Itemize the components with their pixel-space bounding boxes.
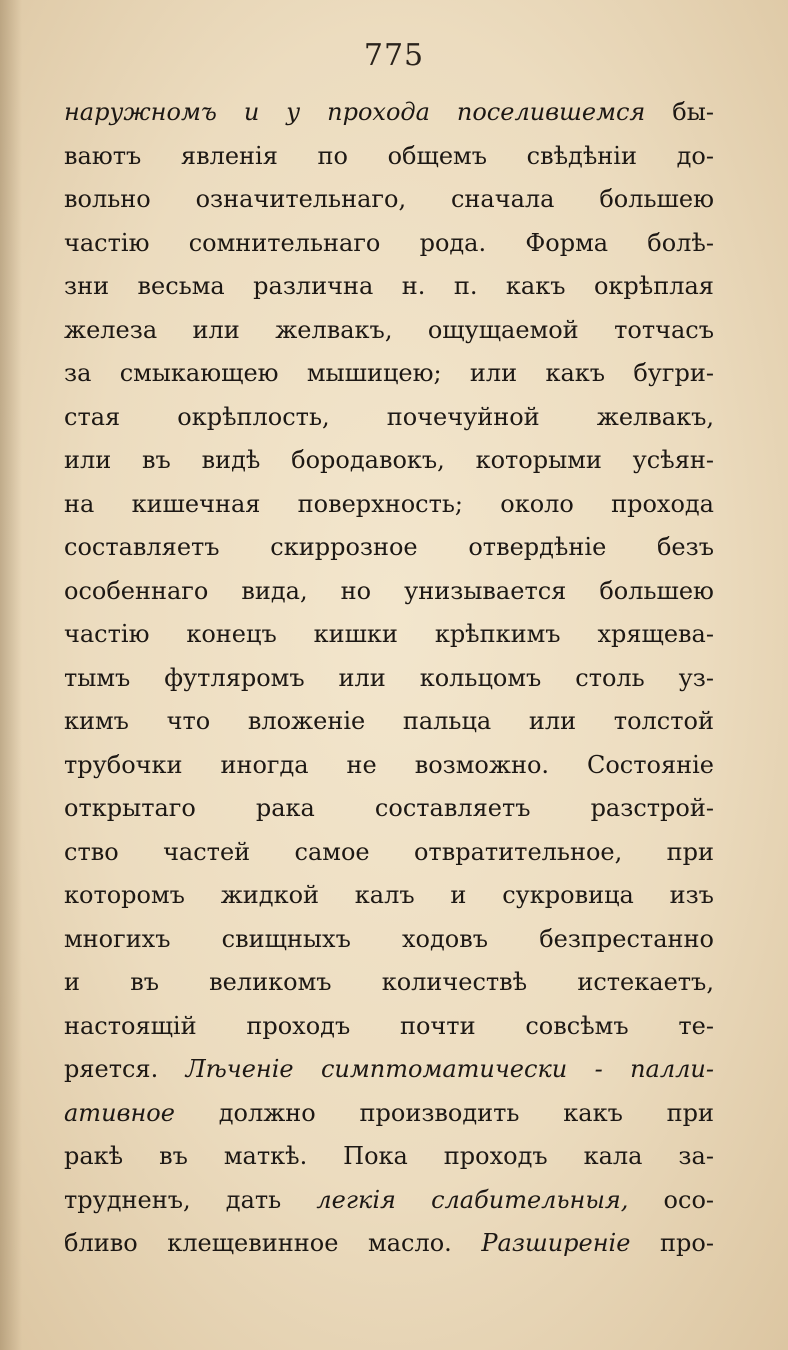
word: рака [255,794,315,822]
word: весьма [137,272,225,300]
word: окрѣплая [593,272,714,300]
word: столь [575,663,645,692]
word: сначала [450,185,555,213]
text-line [64,229,714,273]
word: частію [64,620,150,648]
word: которомъ [64,881,185,909]
word: ство [64,837,119,866]
text-line [64,707,714,751]
word: отвратительное, [413,837,623,866]
text-line [64,446,714,490]
text-line [64,620,714,664]
word: трудненъ, [64,1185,191,1214]
text-line [64,185,714,229]
word: около [500,489,574,518]
word: крѣпкимъ [434,620,561,648]
word: бливо [64,1229,138,1257]
word: безъ [656,533,714,561]
word: осо- [663,1185,714,1214]
word: прохода [611,489,714,518]
word: бы- [672,98,714,126]
word: почти [399,1011,476,1040]
word: по [317,141,348,170]
word: или [469,359,518,387]
word: или [338,663,386,692]
word: прохода [327,98,430,126]
text-line [64,881,714,925]
text-line [64,403,714,447]
word: какъ [545,359,606,387]
word: на [64,489,95,518]
word: смыкающею [119,359,279,387]
word: особеннаго [64,576,209,605]
word: пальца [402,707,492,735]
word: поверхность; [297,489,464,518]
word: уз- [678,663,714,692]
word: унизывается [404,576,567,605]
word: за [64,359,92,387]
word: кишечная [131,489,261,518]
word: возможно. [414,750,550,779]
word: и [450,881,467,909]
word: масло. [368,1229,452,1257]
word: кимъ [64,707,129,735]
word: явленія [180,141,278,170]
word: ходовъ [402,924,489,953]
text-line [64,1055,714,1099]
word: мышицею; [306,359,442,387]
word: различна [253,272,374,300]
word: Форма [525,228,609,257]
word: какъ [505,272,566,300]
word: составляетъ [64,533,220,561]
word: ваютъ [64,141,142,170]
text-line [64,490,714,534]
word: бугри- [633,359,714,387]
word: разстрой- [590,794,714,822]
word: ряется. [64,1055,159,1083]
word: Состояніе [586,750,714,779]
word: свѣдѣніи [526,141,637,170]
text-line [64,577,714,621]
word: Разширеніе [481,1229,631,1257]
word: ракѣ [64,1142,124,1170]
word: п. [453,272,478,300]
text-line [64,968,714,1012]
word: какъ [563,1098,623,1127]
word: - [594,1055,603,1083]
text-line [64,359,714,403]
text-line [64,838,714,882]
word: конецъ [186,620,277,648]
word: кала [583,1142,643,1170]
word: до- [676,141,714,170]
page-number: 775 [363,38,425,73]
text-line [64,1142,714,1186]
word: и [243,98,260,126]
word: производить [359,1098,520,1127]
word: общемъ [387,141,487,170]
word: стая [64,402,121,431]
word: клещевинное [167,1229,339,1257]
word: поселившемся [456,98,646,126]
word: которыми [475,446,602,474]
text-line [64,925,714,969]
word: и [64,968,80,996]
text-line [64,751,714,795]
word: железа [64,315,158,344]
text-line [64,98,714,142]
word: те- [678,1011,714,1040]
word: вложеніе [247,707,366,735]
word: толстой [613,707,714,735]
word: симптоматически [320,1055,568,1083]
word: означительнаго, [195,185,407,213]
text-line [64,794,714,838]
text-line [64,1012,714,1056]
word: футляромъ [164,663,305,692]
word: Лѣченіе [185,1055,294,1083]
word: великомъ [209,968,332,996]
word: количествѣ [381,968,528,996]
word: частію [64,228,150,257]
word: не [346,750,377,779]
word: проходъ [246,1011,351,1040]
word: истекаетъ, [577,968,714,996]
word: большею [599,576,714,605]
text-line [64,1099,714,1143]
word: настоящій [64,1011,197,1040]
text-line [64,1186,714,1230]
word: легкія [316,1185,396,1214]
word: желвакъ, [596,402,714,431]
word: въ [142,446,171,474]
word: н. [401,272,426,300]
word: сукровица [502,881,634,909]
word: въ [159,1142,188,1170]
word: совсѣмъ [525,1011,629,1040]
word: жидкой [220,881,320,909]
word: безпрестанно [539,924,714,953]
word: Пока [343,1142,408,1170]
word: почечуйной [386,402,540,431]
body-text [64,98,714,1273]
word: отвердѣніе [468,533,607,561]
word: кишки [313,620,398,648]
word: палли- [630,1055,714,1083]
word: кольцомъ [419,663,542,692]
word: многихъ [64,924,171,953]
word: дать [225,1185,282,1214]
word: но [340,576,372,605]
text-line [64,1229,714,1273]
word: проходъ [443,1142,548,1170]
word: маткѣ. [223,1142,308,1170]
word: вольно [64,185,151,213]
word: зни [64,272,110,300]
word: рода. [419,228,487,257]
text-line [64,533,714,577]
word: скиррозное [270,533,418,561]
word: ативное [64,1098,175,1127]
word: или [192,315,240,344]
word: что [166,707,211,735]
word: про- [660,1229,714,1257]
word: въ [130,968,159,996]
word: изъ [669,881,714,909]
word: тымъ [64,663,131,692]
word: большею [599,185,714,213]
word: самое [294,837,370,866]
word: видѣ [201,446,261,474]
word: наружномъ [64,98,217,126]
text-line [64,142,714,186]
word: трубочки [64,750,183,779]
word: вида, [241,576,308,605]
word: ощущаемой [427,315,579,344]
word: окрѣплость, [177,402,330,431]
word: хрящева- [597,620,714,648]
spine-shadow [0,0,22,1350]
word: калъ [354,881,415,909]
word: усѣян- [632,446,714,474]
word: за- [678,1142,714,1170]
word: тотчасъ [614,315,714,344]
word: у [286,98,301,126]
word: открытаго [64,794,196,822]
word: болѣ- [647,228,714,257]
word: желвакъ, [275,315,393,344]
word: при [666,1098,714,1127]
word: или [64,446,112,474]
text-line [64,272,714,316]
text-line [64,664,714,708]
word: составляетъ [374,794,531,822]
word: сомнительнаго [188,228,381,257]
text-line [64,316,714,360]
word: или [528,707,577,735]
word: иногда [220,750,309,779]
word: должно [218,1098,316,1127]
word: при [666,837,714,866]
word: бородавокъ, [291,446,445,474]
word: частей [163,837,251,866]
word: слабительныя, [431,1185,629,1214]
word: свищныхъ [221,924,351,953]
